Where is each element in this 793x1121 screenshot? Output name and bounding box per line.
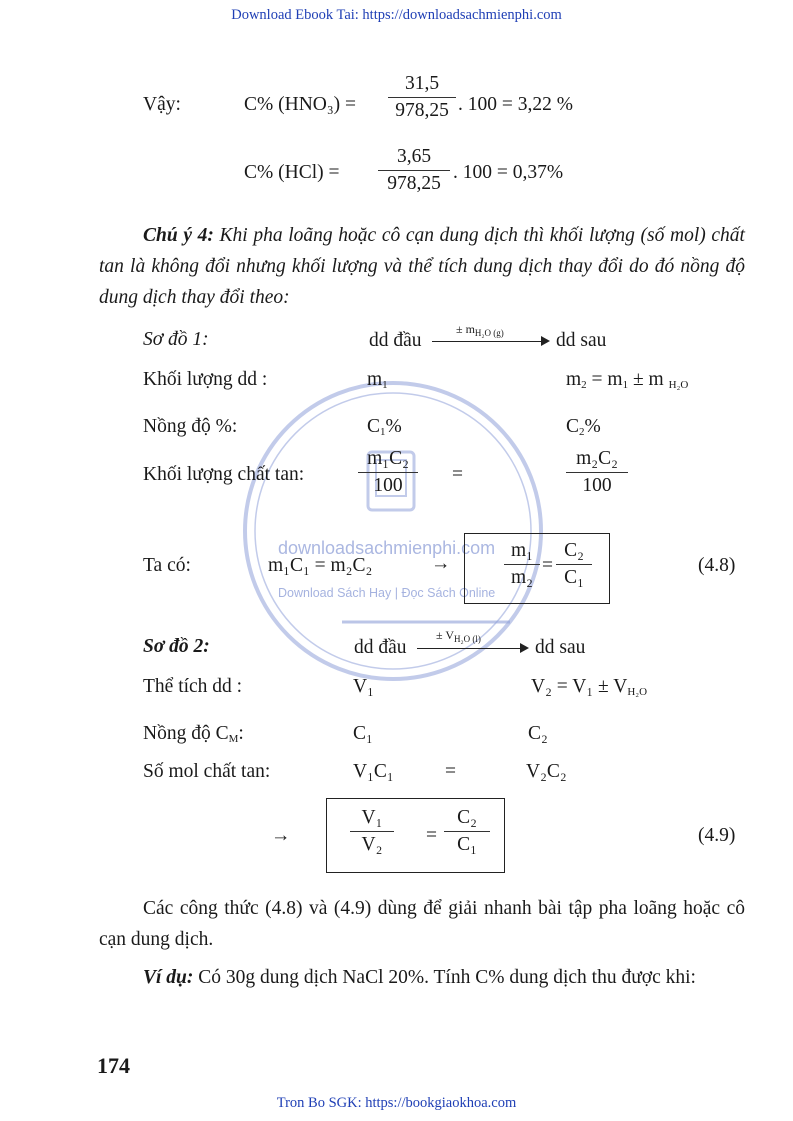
hcl-numerator: 3,65 (396, 146, 432, 167)
header-download-link[interactable]: Download Ebook Tai: https://downloadsachmienphi.com (231, 7, 562, 23)
scheme1-m1: $m_1$ (367, 369, 388, 391)
scheme2-end: dd sau (535, 637, 586, 658)
hno3-numerator: 31,5 (404, 73, 440, 94)
footer-sgk-link[interactable]: Tron Bo SGK: https://bookgiaokhoa.com (276, 1095, 517, 1111)
scheme1-m2: $m_2 = m_1 \pm m$ $_{H_2O}$ (566, 369, 689, 391)
scheme2-arrow-icon: → (271, 825, 291, 846)
box2-left-denominator: V₂ (361, 834, 383, 855)
scheme2-v1: V₁ (353, 676, 374, 697)
hno3-label: C% (HNO₃) = (244, 94, 357, 115)
box2-equals: = (426, 825, 437, 846)
scheme1-solute-equals: = (452, 464, 463, 485)
scheme2-mol-right: V₂C₂ (526, 761, 567, 782)
scheme2-volume-label: Thể tích dd : (143, 676, 243, 697)
box1-left-numerator: m₁ (511, 540, 533, 561)
box1-right-numerator: C₂ (564, 540, 584, 561)
box2-right-numerator: C₂ (457, 807, 477, 828)
scheme1-solute-right-fraction (566, 448, 628, 497)
equation-number-4-8: (4.8) (698, 555, 736, 576)
scheme1-c2: $C_2\%$ (566, 416, 601, 438)
note-text: Khi pha loãng hoặc cô cạn dung dịch thì khối lượng (số mol) chất tan là không đổi nhưng khối lượng và thể tích dung dịch thay đổi do đó nồng độ dung dịch thay đổi theo: (99, 225, 745, 308)
scheme2-mol-label: Số mol chất tan: (143, 761, 271, 782)
solute-left-denominator: 100 (373, 475, 403, 496)
hno3-denominator: 978,25 (395, 100, 449, 121)
box2-left-fraction (350, 807, 394, 856)
vay-label: Vậy: (143, 94, 181, 115)
hcl-denominator: 978,25 (387, 173, 441, 194)
scheme1-solute-label: Khối lượng chất tan: (143, 464, 305, 485)
hcl-label: C% (HCl) = (244, 162, 340, 183)
scheme2-arrow (417, 648, 521, 649)
box1-right-fraction (556, 540, 592, 589)
box1-left-denominator: m₂ (511, 567, 533, 588)
equation-number-4-9: (4.9) (698, 825, 736, 846)
taco-arrow-icon: → (431, 553, 451, 574)
scheme2-start: dd đầu (354, 637, 407, 658)
scheme1-start: dd đầu (369, 330, 422, 351)
scheme1-c1: $C_1\%$ (367, 416, 402, 438)
page-number: 174 (97, 1053, 130, 1078)
box1-right-denominator: C₁ (564, 567, 584, 588)
hcl-result: . 100 = 0,37% (453, 162, 564, 183)
example-label: Ví dụ: (143, 967, 194, 988)
note-paragraph (99, 220, 745, 313)
hno3-result: . 100 = 3,22 % (458, 94, 573, 115)
scheme2-title: Sơ đồ 2: (143, 636, 210, 657)
taco-expression: m₁C₁ = m₂C₂ (268, 555, 373, 576)
scheme1-title: Sơ đồ 1: (143, 329, 209, 350)
scheme1-end: dd sau (556, 330, 607, 351)
scheme1-arrow (432, 341, 542, 342)
scheme2-v2: $V_2 = V_1 \pm V_{H_2O}$ (531, 676, 648, 698)
box1-left-fraction (504, 540, 540, 589)
box2-right-fraction (444, 807, 490, 856)
note-title: Chú ý 4: (143, 225, 214, 246)
scheme1-solute-left-fraction (358, 448, 418, 497)
taco-label: Ta có: (143, 555, 191, 576)
scheme1-arrow-label: ± $m_{H_2O (g)}$ (456, 322, 504, 338)
solute-left-numerator: m₁C₂ (367, 448, 409, 469)
scheme2-conc-label: Nồng độ $C_M$: (143, 723, 244, 745)
scheme2-mol-left: V₁C₁ (353, 761, 394, 782)
scheme1-mass-label: Khối lượng dd : (143, 369, 268, 390)
watermark-tagline: Download Sách Hay | Đọc Sách Online (278, 586, 496, 600)
scheme2-c1: C₁ (353, 723, 373, 744)
solute-right-denominator: 100 (582, 475, 612, 496)
hcl-fraction (378, 146, 450, 195)
solute-right-numerator: m₂C₂ (576, 448, 618, 469)
watermark-site: downloadsachmienphi.com (278, 538, 496, 558)
example-paragraph (99, 962, 745, 993)
scheme2-c2: C₂ (528, 723, 548, 744)
summary-paragraph: Các công thức (4.8) và (4.9) dùng để giải nhanh bài tập pha loãng hoặc cô cạn dung dịch. (99, 898, 745, 950)
scheme1-arrowhead-icon (541, 336, 550, 346)
example-text: Có 30g dung dịch NaCl 20%. Tính C% dung dịch thu được khi: (198, 967, 696, 988)
scheme2-arrowhead-icon (520, 643, 529, 653)
hno3-fraction (388, 73, 456, 122)
scheme2-arrow-label: ± $V_{H_2O (l)}$ (436, 628, 481, 644)
scheme2-mol-equals: = (445, 761, 456, 782)
box2-left-numerator: V₁ (361, 807, 383, 828)
box2-right-denominator: C₁ (457, 834, 477, 855)
box1-equals: = (542, 555, 553, 576)
scheme1-conc-label: Nồng độ %: (143, 416, 238, 437)
